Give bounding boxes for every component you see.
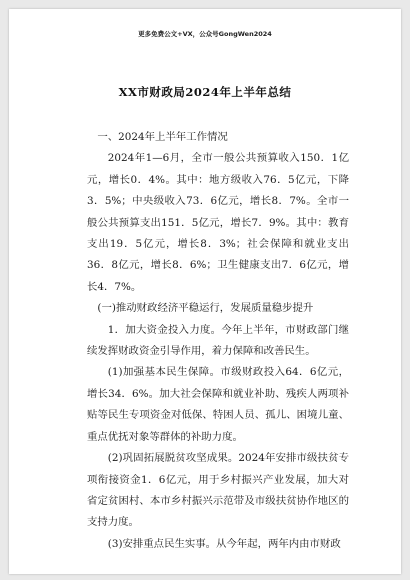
body-paragraph: (3)安排重点民生实事。从今年起，两年内由市财政 xyxy=(107,537,341,550)
document-body xyxy=(87,127,349,555)
body-paragraph: 1．加大资金投入力度。今年上半年，市财政部门继续发挥财政资金引导作用，着力保障和改善民生。 xyxy=(87,323,349,358)
document-page xyxy=(9,9,401,574)
section-heading: 一、2024年上半年工作情况 xyxy=(97,131,228,143)
body-paragraph: 2024年1—6月，全市一般公共预算收入150．1亿元，增长0．4%。其中：地方级收入76．5亿元，下降3．5%；中央级收入73．6亿元，增长8．7%。全市一般公共预算支出151．5亿元，增长7．9%。其中：教育支出19．5亿元，增长8．3%；社会保障和就业支出36．8亿元，增长8．6%；卫生健康支出7．6亿元，增长4．7%。 xyxy=(87,152,349,293)
subsection-heading: (一)推动财政经济平稳运行，发展质量稳步提升 xyxy=(97,302,314,315)
page-header: 更多免费公文+VX，公众号GongWen2024 xyxy=(138,30,272,38)
document-title: XX市财政局2024年上半年总结 xyxy=(118,85,292,99)
body-paragraph: (2)巩固拓展脱贫攻坚成果。2024年安排市级扶贫专项衔接资金1．6亿元，用于乡村振兴产业发展，加大对省定贫困村、本市乡村振兴示范带及市级扶贫协作地区的支持力度。 xyxy=(87,452,349,529)
body-paragraph: (1)加强基本民生保障。市级财政投入64．6亿元，增长34．6%。加大社会保障和就业补助、残疾人两项补贴等民生专项资金对低保、特困人员、孤儿、困境儿童、重点优抚对象等群体的补助力度。 xyxy=(87,366,349,443)
